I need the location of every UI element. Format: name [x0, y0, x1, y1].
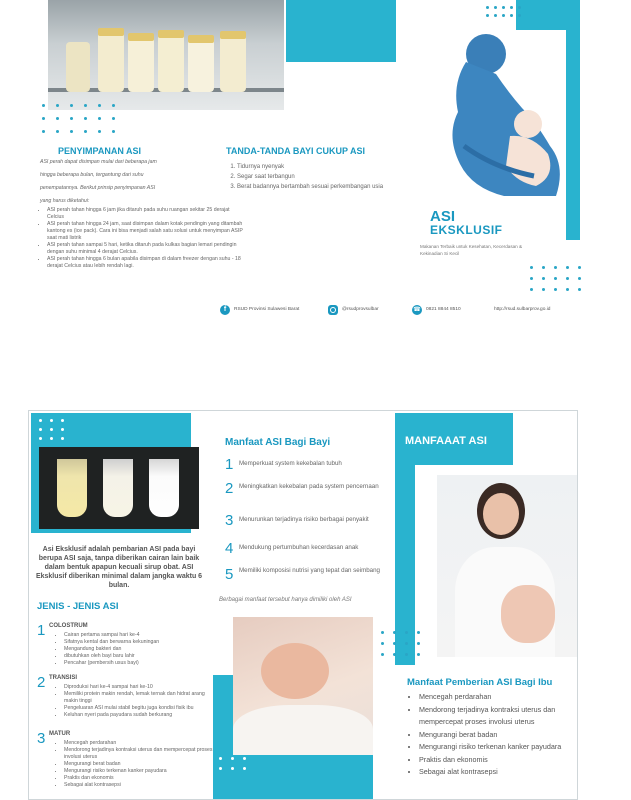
decorative-dots	[530, 266, 581, 291]
type-item: • Keluhan nyeri pada payudara sudah berkurang	[64, 712, 214, 719]
phone-number[interactable]: 0821 8844 8510	[426, 307, 461, 312]
type-item: • Mendorong terjadinya kontraksi uterus dan mempercepat proses involusi uterus	[64, 747, 214, 761]
storage-list	[38, 207, 243, 270]
footer-bar	[28, 304, 601, 318]
benefit-text: Mendukung pertumbuhan kecerdasan anak	[239, 544, 359, 551]
storage-item: • ASI perah tahan hingga 24 jam, saat disimpan dalam kotak pendingin yang ditambah kantong es (ice pack). Cara ini bisa menjadi salah satu solusi untuk menyimpan ASIP saat mati listrik	[47, 221, 243, 242]
signs-item: 1. Tidurnya nyenyak	[237, 162, 387, 172]
storage-title: PENYIMPANAN ASI	[58, 146, 142, 156]
baby-benefit-2	[225, 481, 395, 507]
storage-intro-line: hingga beberapa bulan, tergantung dari suhu	[40, 172, 144, 178]
sleeping-baby-photo	[233, 617, 373, 755]
benefit-number: 2	[225, 480, 234, 497]
baby-benefits-note: Berbagai manfaat tersebut hanya dimiliki oleh ASI	[219, 597, 352, 603]
signs-list	[226, 162, 387, 192]
type-item: • Pengeluaran ASI mulai stabil begitu juga kondisi fisik ibu	[64, 705, 214, 712]
mother-benefit-item: • Mendorong terjadinya kontraksi uterus dan mempercepat proses involusi uterus	[419, 704, 587, 729]
cover-title-line2: EKSKLUSIF	[430, 223, 503, 237]
decorative-dots	[486, 6, 521, 17]
mother-breastfeeding-illustration	[424, 26, 574, 206]
decorative-dots	[39, 419, 64, 440]
type-item: • Mengurangi berat badan	[64, 761, 214, 768]
benefit-text: Memperkuat system kekebalan tubuh	[239, 460, 342, 467]
exclusive-definition: Asi Eksklusif adalah pembarian ASI pada bayi berupa ASI saja, tanpa diberikan cairan lain baik dalam bentuk apapun kecuali sirup obat. ASI Eksklusif diberikan minimal dalam jangka waktu 6 bulan.	[35, 546, 203, 589]
signs-title: TANDA-TANDA BAYI CUKUP ASI	[226, 146, 366, 156]
mother-benefits-list	[407, 691, 587, 779]
benefit-number: 1	[225, 456, 234, 473]
type-item: • Praktis dan ekonomis	[64, 775, 214, 782]
type-item: • Diproduksi hari ke-4 sampai hari ke-10	[64, 684, 214, 691]
benefit-text: Menurunkan terjadinya risiko berbagai penyakit	[239, 516, 369, 523]
type-item: • Sifatnya kental dan berwarna kekuningan	[64, 639, 214, 646]
mother-benefit-item: • Praktis dan ekonomis	[419, 754, 587, 767]
storage-item: • ASI perah tahan hingga 6 bulan apabila disimpan di dalam freezer dengan suhu - 18 derajat Celcius atau lebih rendah lagi.	[47, 256, 243, 270]
phone-icon[interactable]: ☎	[413, 307, 421, 313]
type-item: • Mencegah perdarahan	[64, 740, 214, 747]
type-items	[55, 740, 214, 789]
type-item: • Memiliki protein makin rendah, lemak ternak dan hidrat arang makin tinggi	[64, 691, 214, 705]
brochure-page-1	[28, 0, 601, 330]
type-item: • Mengurangi risiko terkenan kanker payudara	[64, 768, 214, 775]
website-link[interactable]: http://rsud.sulbarprov.go.id	[494, 307, 551, 312]
baby-benefits-title: Manfaat ASI Bagi Bayi	[225, 437, 331, 448]
benefit-number: 4	[225, 540, 234, 557]
storage-intro-line: penempatannya. Berikut prinsip penyimpanan ASI	[40, 185, 156, 191]
storage-intro-line: yang harus diketahui:	[40, 198, 90, 204]
benefit-number: 3	[225, 512, 234, 529]
type-name: COLOSTRUM	[49, 623, 88, 629]
decorative-dots	[381, 631, 420, 656]
benefit-number: 5	[225, 566, 234, 583]
type-item: • Pencahar (pembersih usus bayi)	[64, 660, 214, 667]
type-item: • Cairan pertama sampai hari ke-4	[64, 632, 214, 639]
storage-intro-line: ASI perah dapat disimpan mulai dari beberapa jam	[40, 159, 157, 165]
types-title: JENIS - JENIS ASI	[37, 601, 119, 612]
storage-item: • ASI perah tahan sampai 5 hari, ketika ditaruh pada kulkas bagian lemari pendingin dengan suhu minimal 4 derajat Celcius.	[47, 242, 243, 256]
type-item: • Sebagai alat kontrasepsi	[64, 782, 214, 789]
signs-item: 3. Berat badannya bertambah sesuai perkembangan usia	[237, 182, 387, 192]
facebook-handle[interactable]: RSUD Provinsi Sulawesi Barat	[234, 307, 300, 312]
storage-item: • ASI perah tahan hingga 6 jam jika ditaruh pada suhu ruangan sekitar 25 derajat Celcius	[47, 207, 243, 221]
mother-benefit-item: • Mengurangi berat badan	[419, 729, 587, 742]
baby-benefit-3	[225, 513, 395, 535]
instagram-handle[interactable]: @rsudprovsulbar	[342, 307, 379, 312]
baby-benefit-5	[225, 565, 395, 591]
signs-item: 2. Segar saat terbangun	[237, 172, 387, 182]
type-item: • Mengandung bakteri dan	[64, 646, 214, 653]
mother-benefit-item: • Mencegah perdarahan	[419, 691, 587, 704]
type-name: MATUR	[49, 731, 71, 737]
banner-title: MANFAAAT ASI	[405, 435, 487, 447]
cover-subtitle: Makanan Terbaik untuk Kesehatan, Kecerdasan & Kekinadian Si Kecil	[420, 244, 523, 256]
mother-benefit-item: • Sebagai alat kontrasepsi	[419, 766, 587, 779]
benefit-text: Meningkatkan kekebalan pada system pencernaan	[239, 483, 379, 490]
mother-benefit-item: • Mengurangi risiko terkenan kanker payudara	[419, 741, 587, 754]
baby-benefit-1	[225, 457, 395, 479]
milk-bottles-photo	[48, 0, 284, 110]
facebook-icon[interactable]: f	[220, 305, 230, 315]
type-number: 2	[37, 674, 46, 691]
storage-intro	[40, 158, 240, 205]
type-number: 1	[37, 622, 46, 639]
type-name: TRANSISI	[49, 675, 78, 681]
type-items	[55, 684, 214, 719]
type-item: • dibutuhkan oleh bayi baru lahir	[64, 653, 214, 660]
benefit-text: Memiliki komposisi nutrisi yang tepat dan seimbang	[239, 567, 381, 574]
cover-panel	[406, 0, 601, 300]
brochure-page-2	[28, 410, 578, 800]
decorative-dots	[42, 104, 115, 133]
type-items	[55, 632, 214, 667]
instagram-icon[interactable]	[328, 305, 338, 315]
milk-tubes-photo	[39, 447, 199, 529]
cover-title-line1: ASI	[430, 208, 456, 225]
mother-baby-photo	[437, 475, 577, 657]
mother-benefits-title: Manfaat Pemberian ASI Bagi Ibu	[407, 677, 553, 688]
teal-block	[286, 0, 396, 62]
decorative-dots	[219, 757, 246, 770]
baby-benefit-4	[225, 541, 395, 563]
type-number: 3	[37, 730, 46, 747]
